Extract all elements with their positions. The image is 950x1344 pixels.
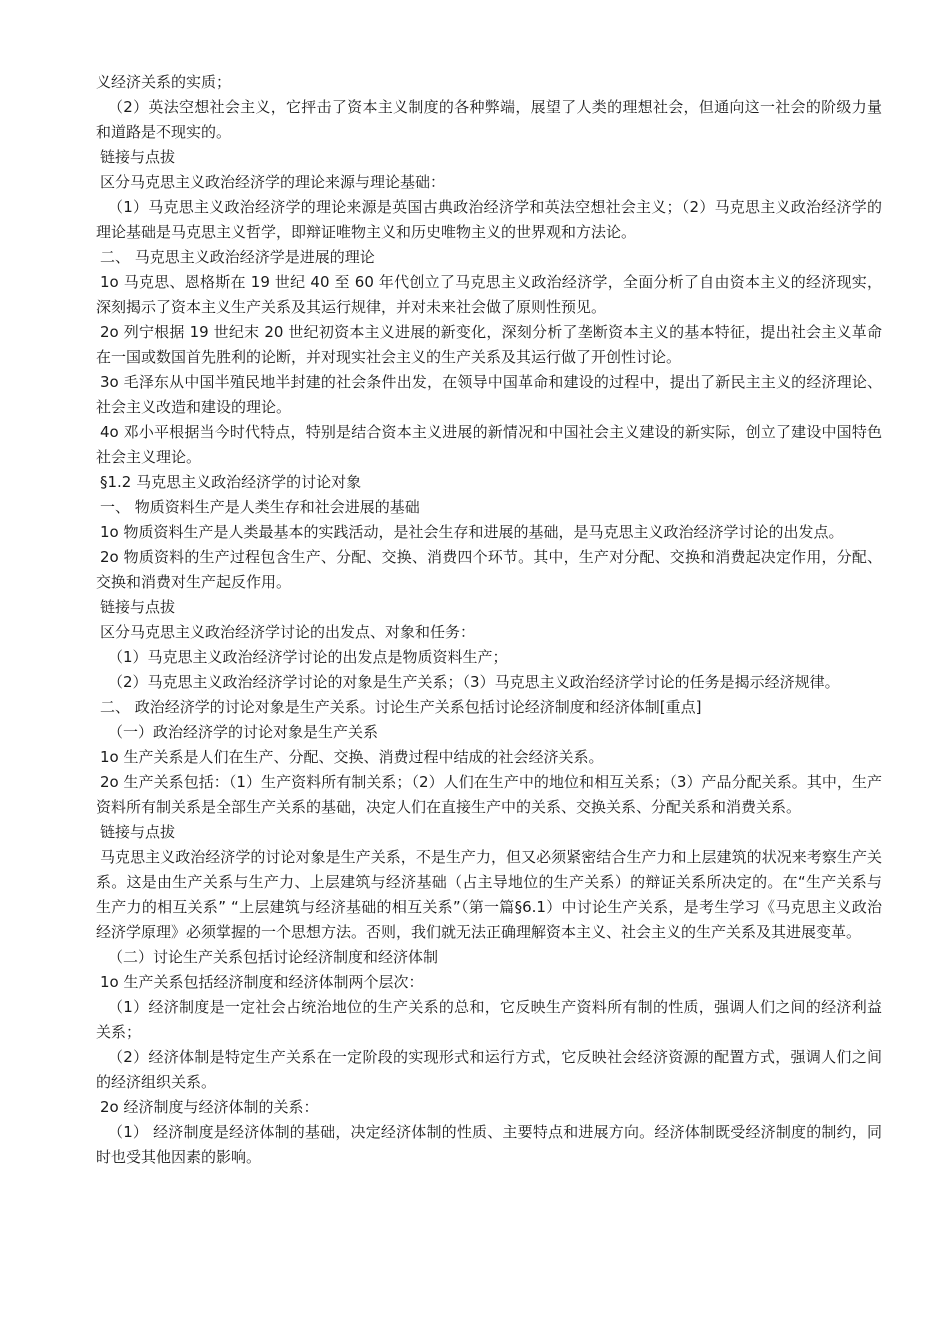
paragraph: 2o 经济制度与经济体制的关系：: [100, 1098, 319, 1116]
section-note-heading: 链接与点拔: [100, 823, 176, 841]
subsection-heading: （一）政治经济学的讨论对象是生产关系: [108, 723, 379, 741]
paragraph: （2）英法空想社会主义，它抨击了资本主义制度的各种弊端，展望了人类的理想社会，但通向这一社会的阶级力量和道路是不现实的。: [96, 98, 882, 141]
paragraph: （2）马克思主义政治经济学讨论的对象是生产关系；（3）马克思主义政治经济学讨论的任务是揭示经济规律。: [108, 673, 840, 691]
paragraph: 3o 毛泽东从中国半殖民地半封建的社会条件出发，在领导中国革命和建设的过程中，提出了新民主主义的经济理论、社会主义改造和建设的理论。: [96, 373, 882, 416]
paragraph: 2o 列宁根据 19 世纪末 20 世纪初资本主义进展的新变化，深刻分析了垄断资本主义的基本特征，提出社会主义革命在一国或数国首先胜利的论断，并对现实社会主义的生产关系及其运行做了开创性讨论。: [96, 323, 882, 366]
paragraph: 区分马克思主义政治经济学讨论的出发点、对象和任务：: [100, 623, 476, 641]
paragraph: 1o 物质资料生产是人类最基本的实践活动，是社会生存和进展的基础，是马克思主义政治经济学讨论的出发点。: [100, 523, 844, 541]
section-heading: 一、 物质资料生产是人类生存和社会进展的基础: [100, 498, 420, 516]
paragraph: 1o 马克思、恩格斯在 19 世纪 40 至 60 年代创立了马克思主义政治经济学，全面分析了自由资本主义的经济现实，深刻揭示了资本主义生产关系及其运行规律，并对未来社会做了原则性预见。: [96, 273, 882, 316]
paragraph: （1） 经济制度是经济体制的基础，决定经济体制的性质、主要特点和进展方向。经济体制既受经济制度的制约，同时也受其他因素的影响。: [96, 1123, 882, 1166]
paragraph: 2o 物质资料的生产过程包含生产、分配、交换、消费四个环节。其中，生产对分配、交换和消费起决定作用，分配、交换和消费对生产起反作用。: [96, 548, 882, 591]
subsection-heading: （二）讨论生产关系包括讨论经济制度和经济体制: [108, 948, 439, 966]
section-note-heading: 链接与点拔: [100, 148, 176, 166]
paragraph: 2o 生产关系包括：（1）生产资料所有制关系；（2）人们在生产中的地位和相互关系；（3）产品分配关系。其中，生产资料所有制关系是全部生产关系的基础，决定人们在直接生产中的关系、交换关系、分配关系和消费关系。: [96, 773, 882, 816]
section-heading: 二、 马克思主义政治经济学是进展的理论: [100, 248, 375, 266]
paragraph: 马克思主义政治经济学的讨论对象是生产关系，不是生产力，但又必须紧密结合生产力和上层建筑的状况来考察生产关系。这是由生产关系与生产力、上层建筑与经济基础（占主导地位的生产关系）的辩证关系所决定的。在“生产关系与生产力的相互关系” “上层建筑与经济基础的相互关系”（第一篇§6.1）中讨论生产关系，是考生学习《马克思主义政治经济学原理》必须掌握的一个思想方法。否则，我们就无法正确理解资本主义、社会主义的生产关系及其进展变革。: [96, 848, 882, 941]
paragraph: （1）马克思主义政治经济学讨论的出发点是物质资料生产；: [108, 648, 508, 666]
section-heading: 二、 政治经济学的讨论对象是生产关系。讨论生产关系包括讨论经济制度和经济体制[重点]: [100, 698, 702, 716]
paragraph: （2）经济体制是特定生产关系在一定阶段的实现形式和运行方式，它反映社会经济资源的配置方式，强调人们之间的经济组织关系。: [96, 1048, 882, 1091]
paragraph: （1）马克思主义政治经济学的理论来源是英国古典政治经济学和英法空想社会主义；（2）马克思主义政治经济学的理论基础是马克思主义哲学，即辩证唯物主义和历史唯物主义的世界观和方法论。: [96, 198, 882, 241]
paragraph: 义经济关系的实质；: [96, 73, 232, 91]
paragraph: 区分马克思主义政治经济学的理论来源与理论基础：: [100, 173, 446, 191]
paragraph: （1）经济制度是一定社会占统治地位的生产关系的总和，它反映生产资料所有制的性质，强调人们之间的经济利益关系；: [96, 998, 882, 1041]
paragraph: 1o 生产关系包括经济制度和经济体制两个层次：: [100, 973, 424, 991]
document-page: [96, 70, 882, 1170]
paragraph: 4o 邓小平根据当今时代特点，特别是结合资本主义进展的新情况和中国社会主义建设的新实际，创立了建设中国特色社会主义理论。: [96, 423, 882, 466]
chapter-heading: §1.2 马克思主义政治经济学的讨论对象: [100, 473, 362, 491]
paragraph: 1o 生产关系是人们在生产、分配、交换、消费过程中结成的社会经济关系。: [100, 748, 604, 766]
section-note-heading: 链接与点拔: [100, 598, 176, 616]
